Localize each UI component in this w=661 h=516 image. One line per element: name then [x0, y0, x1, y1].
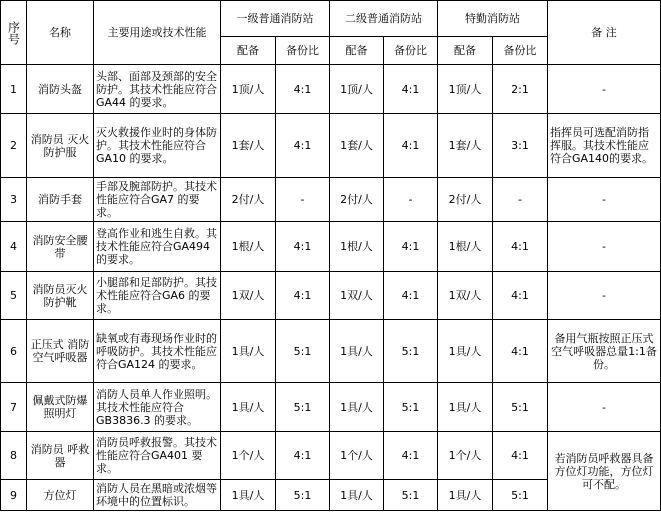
cell-remark: - [548, 178, 661, 222]
cell-remark: - [548, 383, 661, 432]
table-row [1, 114, 661, 178]
cell-no: 9 [1, 480, 27, 511]
table-row [1, 222, 661, 272]
cell-spare-1: 5:1 [276, 383, 330, 432]
cell-equip-2: 1套/人 [330, 114, 384, 178]
cell-usage: 消防人员在黑暗或浓烟等环境中的位置标识。 [94, 480, 221, 511]
cell-equip-1: 1具/人 [221, 480, 276, 511]
cell-usage: 手部及腕部防护。其技术性能应符合GA7 的要求。 [94, 178, 221, 222]
cell-usage: 缺氧或有毒现场作业时的呼吸防护。其技术性能应符合GA124 的要求。 [94, 320, 221, 383]
cell-no: 5 [1, 272, 27, 320]
cell-name: 消防头盔 [27, 65, 94, 114]
cell-spare-2: 5:1 [384, 320, 438, 383]
cell-name: 消防员灭火防护靴 [27, 272, 94, 320]
cell-equip-1: 2付/人 [221, 178, 276, 222]
cell-name: 消防员 灭火防护服 [27, 114, 94, 178]
cell-spare-2: 4:1 [384, 272, 438, 320]
cell-spare-3: 4:1 [493, 432, 548, 480]
cell-no: 1 [1, 65, 27, 114]
header-seq [1, 1, 27, 65]
cell-equip-3: 1双/人 [438, 272, 493, 320]
cell-equip-3: 1顶/人 [438, 65, 493, 114]
table-row [1, 272, 661, 320]
cell-equip-3: 1具/人 [438, 383, 493, 432]
cell-equip-2: 1具/人 [330, 383, 384, 432]
table-row [1, 65, 661, 114]
cell-spare-1: 5:1 [276, 480, 330, 511]
cell-equip-2: 1个/人 [330, 432, 384, 480]
cell-equip-2: 1具/人 [330, 480, 384, 511]
cell-no: 4 [1, 222, 27, 272]
table-row [1, 320, 661, 383]
cell-equip-2: 2付/人 [330, 178, 384, 222]
cell-spare-3: 5:1 [493, 480, 548, 511]
cell-equip-1: 1套/人 [221, 114, 276, 178]
cell-spare-1: 4:1 [276, 272, 330, 320]
cell-no: 7 [1, 383, 27, 432]
cell-usage: 小腿部和足部防护。其技术性能应符合GA6 的要求。 [94, 272, 221, 320]
table-row [1, 432, 661, 480]
table-row [1, 178, 661, 222]
cell-equip-1: 1个/人 [221, 432, 276, 480]
cell-usage: 灭火救援作业时的身体防护。其技术性能应符合GA10 的要求。 [94, 114, 221, 178]
header-spare-1: 备份比 [276, 37, 330, 65]
cell-equip-1: 1具/人 [221, 383, 276, 432]
cell-equip-3: 1个/人 [438, 432, 493, 480]
cell-spare-3: - [493, 178, 548, 222]
cell-no: 3 [1, 178, 27, 222]
cell-name: 消防手套 [27, 178, 94, 222]
cell-equip-3: 1根/人 [438, 222, 493, 272]
cell-remark: 指挥员可选配消防指挥服。其技术性能应符合GA140的要求。 [548, 114, 661, 178]
cell-equip-2: 1顶/人 [330, 65, 384, 114]
cell-usage: 登高作业和逃生自救。其技术性能应符合GA494 的要求。 [94, 222, 221, 272]
header-row-1 [1, 1, 661, 37]
cell-spare-1: 4:1 [276, 114, 330, 178]
cell-spare-2: 4:1 [384, 432, 438, 480]
cell-equip-1: 1根/人 [221, 222, 276, 272]
cell-no: 2 [1, 114, 27, 178]
header-equip-2: 配备 [330, 37, 384, 65]
cell-remark: - [548, 65, 661, 114]
cell-equip-2: 1具/人 [330, 320, 384, 383]
header-seq-label: 序号 [6, 20, 21, 45]
cell-equip-3: 2付/人 [438, 178, 493, 222]
cell-no: 8 [1, 432, 27, 480]
cell-remark: - [548, 272, 661, 320]
cell-no: 6 [1, 320, 27, 383]
cell-spare-3: 3:1 [493, 114, 548, 178]
cell-equip-3: 1套/人 [438, 114, 493, 178]
header-remark: 备 注 [548, 1, 661, 65]
cell-equip-1: 1顶/人 [221, 65, 276, 114]
cell-equip-2: 1根/人 [330, 222, 384, 272]
header-station-3: 特勤消防站 [438, 1, 548, 37]
cell-spare-3: 2:1 [493, 65, 548, 114]
cell-spare-2: 4:1 [384, 65, 438, 114]
cell-name: 方位灯 [27, 480, 94, 511]
cell-spare-1: 4:1 [276, 65, 330, 114]
cell-usage: 消防员呼救报警。其技术性能应符合GA401 要求。 [94, 432, 221, 480]
header-usage: 主要用途或技术性能 [94, 1, 221, 65]
cell-name: 佩戴式防爆照明灯 [27, 383, 94, 432]
cell-equip-1: 1具/人 [221, 320, 276, 383]
cell-spare-3: 4:1 [493, 272, 548, 320]
cell-spare-1: 4:1 [276, 222, 330, 272]
cell-equip-1: 1双/人 [221, 272, 276, 320]
cell-spare-1: 5:1 [276, 320, 330, 383]
cell-spare-3: 4:1 [493, 320, 548, 383]
cell-spare-2: 5:1 [384, 480, 438, 511]
cell-name: 消防员 呼救器 [27, 432, 94, 480]
cell-remark: 备用气瓶按照正压式空气呼吸器总量1:1备份。 [548, 320, 661, 383]
cell-spare-2: 5:1 [384, 383, 438, 432]
cell-equip-3: 1具/人 [438, 320, 493, 383]
header-equip-3: 配备 [438, 37, 493, 65]
cell-spare-3: 4:1 [493, 222, 548, 272]
header-spare-2: 备份比 [384, 37, 438, 65]
cell-usage: 头部、面部及颈部的安全防护。其技术性能应符合GA44 的要求。 [94, 65, 221, 114]
cell-spare-2: - [384, 178, 438, 222]
cell-spare-1: - [276, 178, 330, 222]
cell-remark: 若消防员呼救器具备方位灯功能，方位灯可不配。 [548, 432, 661, 511]
header-equip-1: 配备 [221, 37, 276, 65]
cell-name: 消防安全腰带 [27, 222, 94, 272]
table-row [1, 383, 661, 432]
header-station-2: 二级普通消防站 [330, 1, 438, 37]
cell-spare-3: 5:1 [493, 383, 548, 432]
header-name: 名称 [27, 1, 94, 65]
header-station-1: 一级普通消防站 [221, 1, 330, 37]
cell-spare-1: 4:1 [276, 432, 330, 480]
cell-equip-3: 1具/人 [438, 480, 493, 511]
cell-remark: - [548, 222, 661, 272]
header-spare-3: 备份比 [493, 37, 548, 65]
cell-name: 正压式 消防空气呼吸器 [27, 320, 94, 383]
cell-spare-2: 4:1 [384, 114, 438, 178]
cell-equip-2: 1双/人 [330, 272, 384, 320]
cell-spare-2: 4:1 [384, 222, 438, 272]
cell-usage: 消防人员单人作业照明。其技术性能应符合GB3836.3 的要求。 [94, 383, 221, 432]
